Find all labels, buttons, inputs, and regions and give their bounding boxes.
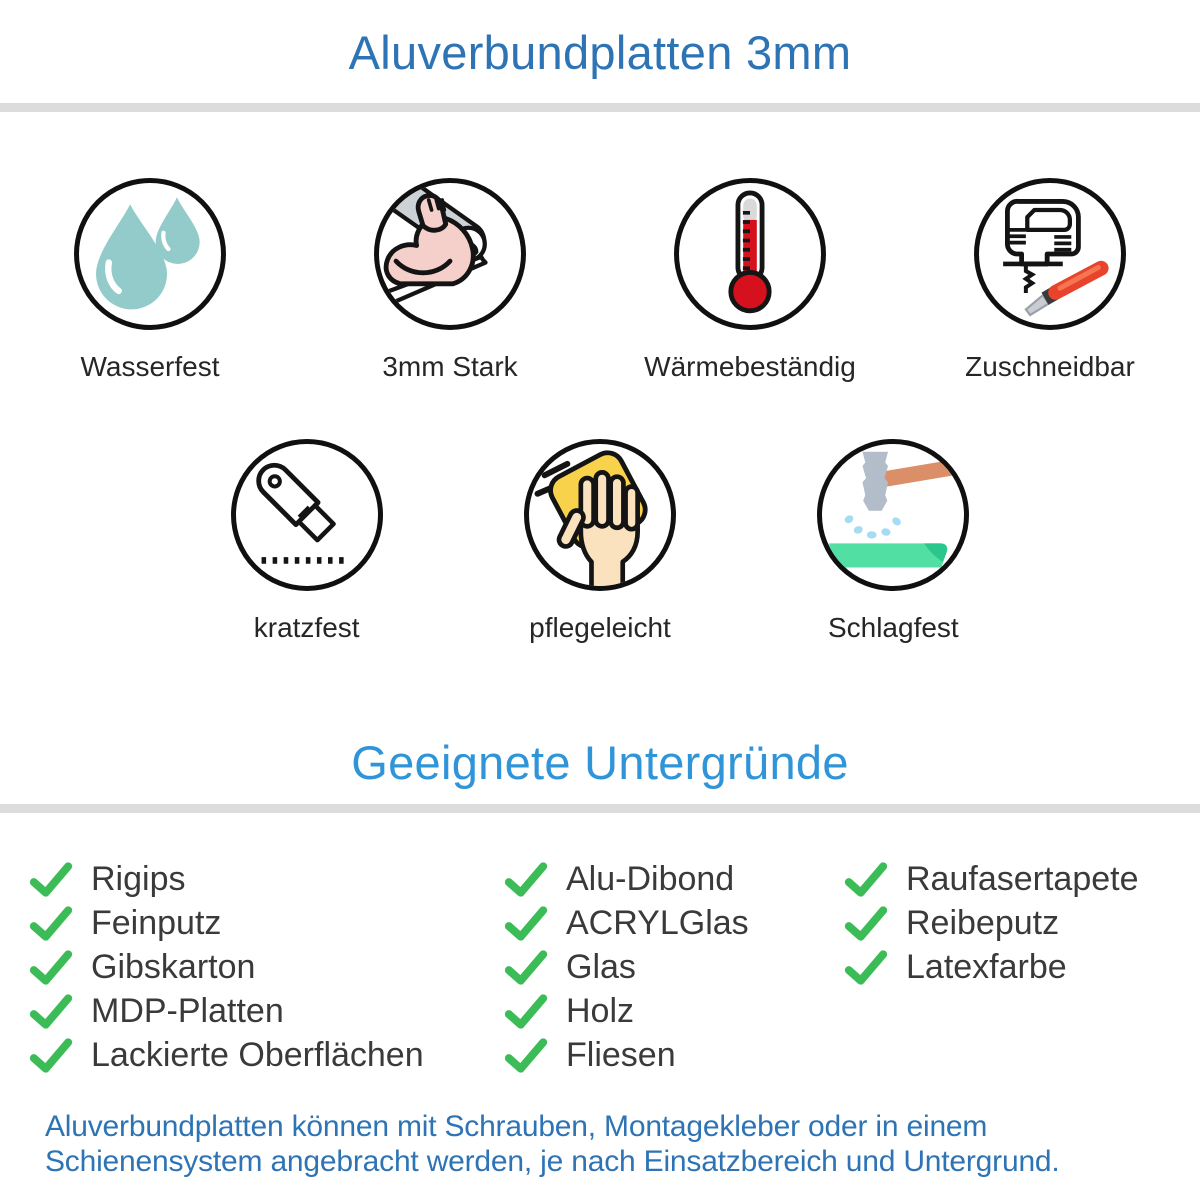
mounting-note	[0, 1110, 1200, 1179]
check-label: Rigips	[91, 859, 186, 898]
check-label: Lackierte Oberflächen	[91, 1035, 424, 1074]
divider-middle	[0, 804, 1200, 813]
feature-zuschneidbar	[900, 178, 1200, 383]
cleaning-hand-icon	[524, 439, 676, 591]
checkmark-icon	[843, 905, 889, 942]
check-label: MDP-Platten	[91, 991, 284, 1030]
checkmark-icon	[503, 905, 549, 942]
substrates-column-1	[28, 857, 503, 1077]
check-item	[503, 857, 843, 901]
check-label: Glas	[566, 947, 636, 986]
check-item	[28, 901, 503, 945]
feature-3mm-stark	[300, 178, 600, 383]
check-item	[503, 901, 843, 945]
check-item	[503, 989, 843, 1033]
divider-top	[0, 103, 1200, 112]
mounting-note-line-1: Aluverbundplatten können mit Schrauben, Montagekleber oder in einem	[45, 1110, 988, 1143]
utility-knife-icon	[236, 444, 378, 586]
check-label: Reibeputz	[906, 903, 1060, 942]
jigsaw-and-knife-icon	[979, 183, 1121, 325]
mounting-note-line-2: Schienensystem angebracht werden, je nach Einsatzbereich und Untergrund.	[45, 1144, 1060, 1178]
page-title: Aluverbundplatten 3mm	[348, 26, 852, 79]
checkmark-icon	[843, 861, 889, 898]
checkmark-icon	[28, 905, 74, 942]
check-item	[28, 1033, 503, 1077]
feature-label: Zuschneidbar	[965, 351, 1135, 382]
checkmark-icon	[503, 1037, 549, 1074]
strong-arm-icon	[374, 178, 526, 330]
check-label: Latexfarbe	[906, 947, 1067, 986]
check-label: Gibskarton	[91, 947, 256, 986]
hammer-impact-icon	[822, 444, 964, 586]
checkmark-icon	[503, 993, 549, 1030]
substrates-checklist	[0, 857, 1200, 1077]
water-drops-icon	[79, 183, 221, 325]
checkmark-icon	[503, 861, 549, 898]
checkmark-icon	[28, 861, 74, 898]
thermometer-icon	[674, 178, 826, 330]
checkmark-icon	[843, 949, 889, 986]
feature-waermebestaendig	[600, 178, 900, 383]
checkmark-icon	[28, 949, 74, 986]
section-title-untergruende: Geeignete Untergründe	[351, 736, 849, 789]
jigsaw-and-knife-icon	[974, 178, 1126, 330]
feature-label: Wärmebeständig	[644, 351, 856, 382]
check-label: Raufasertapete	[906, 859, 1139, 898]
features-row-2	[160, 439, 1040, 644]
check-label: Feinputz	[91, 903, 222, 942]
check-item	[843, 901, 1200, 945]
features-row-1	[0, 178, 1200, 383]
substrates-column-3	[843, 857, 1200, 1077]
feature-label: pflegeleicht	[529, 612, 671, 643]
check-label: Alu-Dibond	[566, 859, 735, 898]
checkmark-icon	[503, 949, 549, 986]
utility-knife-icon	[231, 439, 383, 591]
checkmark-icon	[28, 993, 74, 1030]
feature-schlagfest	[747, 439, 1040, 644]
substrates-column-2	[503, 857, 843, 1077]
feature-wasserfest	[0, 178, 300, 383]
check-label: Holz	[566, 991, 635, 1030]
check-item	[503, 945, 843, 989]
feature-kratzfest	[160, 439, 453, 644]
check-item	[843, 857, 1200, 901]
feature-label: 3mm Stark	[382, 351, 518, 382]
check-item	[28, 945, 503, 989]
thermometer-icon	[679, 183, 821, 325]
feature-label: Schlagfest	[827, 612, 959, 643]
feature-pflegeleicht	[453, 439, 746, 644]
check-item	[503, 1033, 843, 1077]
cleaning-hand-icon	[529, 444, 671, 586]
feature-label: Wasserfest	[80, 351, 220, 382]
hammer-impact-icon	[817, 439, 969, 591]
check-item	[28, 857, 503, 901]
water-drops-icon	[74, 178, 226, 330]
feature-label: kratzfest	[253, 612, 360, 643]
checkmark-icon	[28, 1037, 74, 1074]
check-item	[843, 945, 1200, 989]
check-label: ACRYLGlas	[566, 903, 749, 942]
check-item	[28, 989, 503, 1033]
strong-arm-icon	[379, 183, 521, 325]
check-label: Fliesen	[566, 1035, 676, 1074]
